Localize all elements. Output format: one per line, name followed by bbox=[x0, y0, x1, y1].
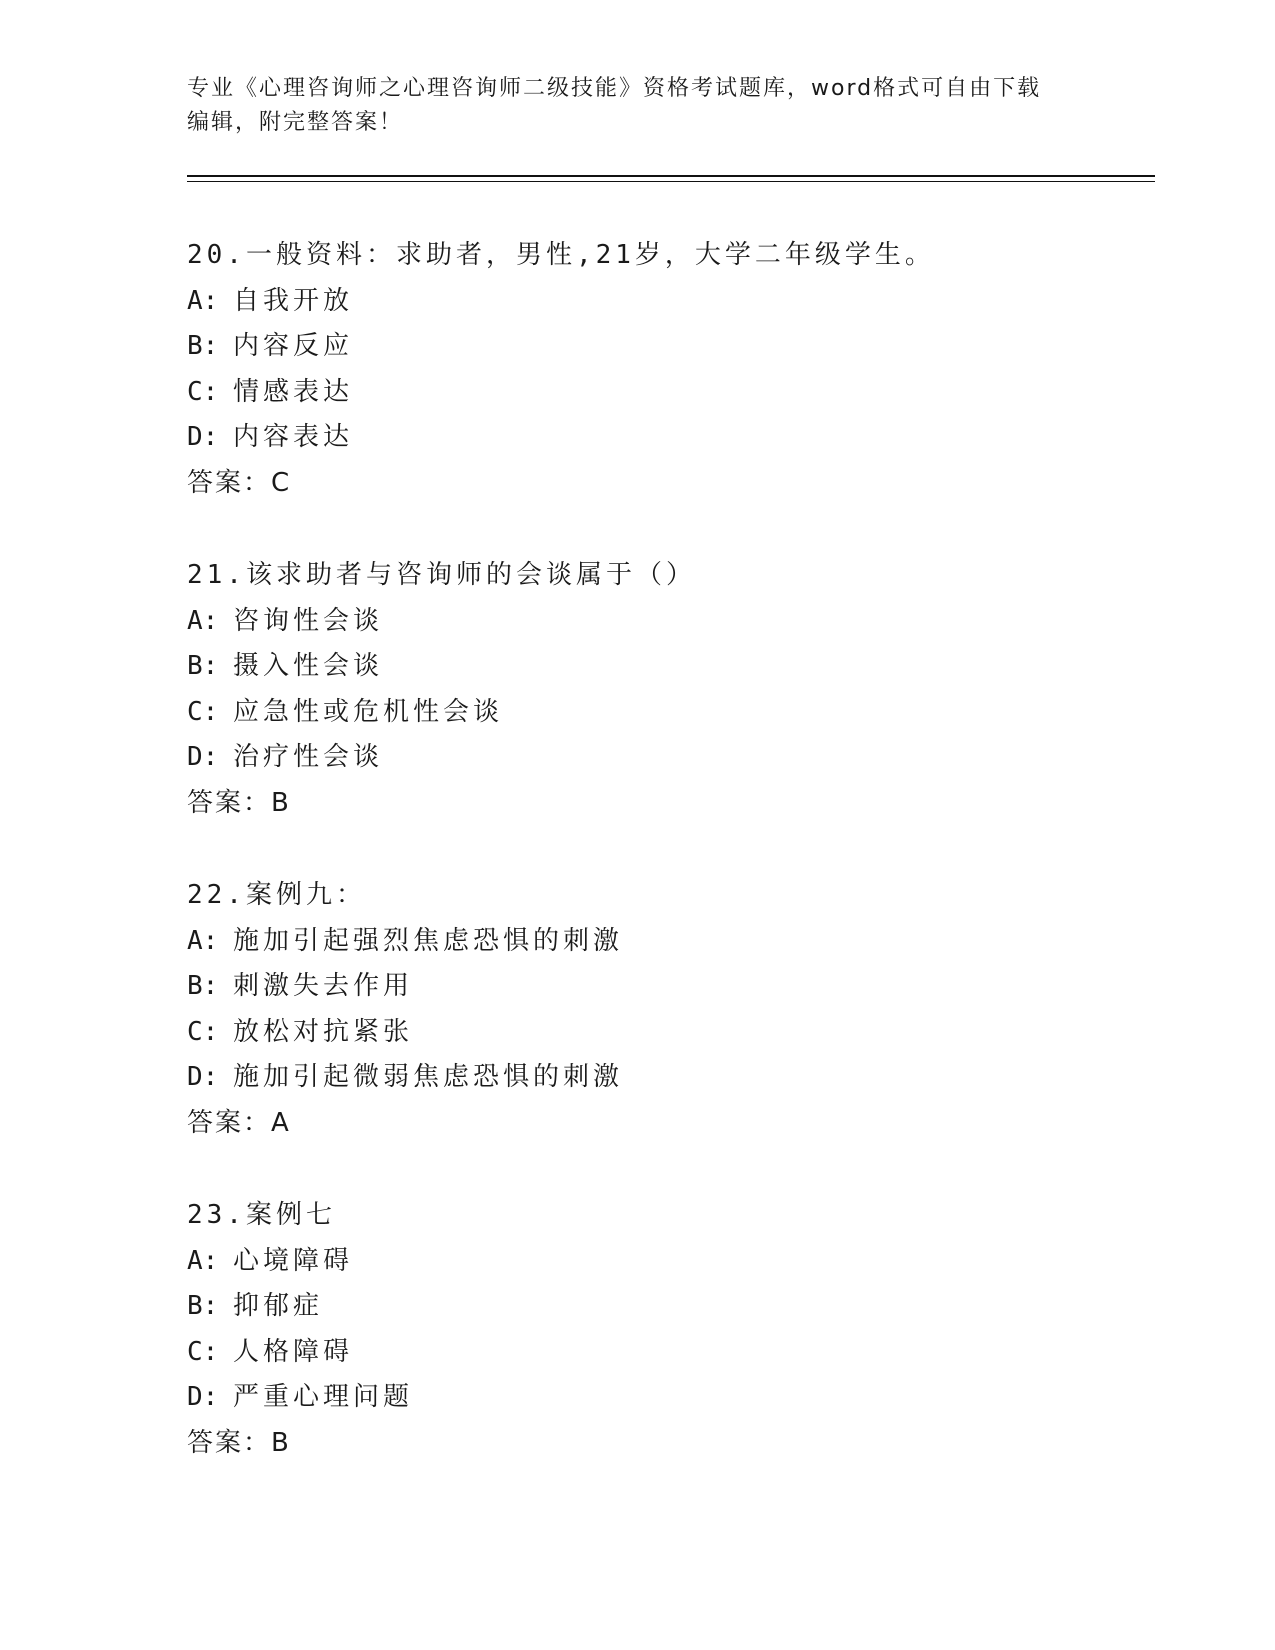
question-stem: 22.案例九： bbox=[187, 880, 366, 910]
option-text: 自我开放 bbox=[233, 285, 354, 316]
question-22 bbox=[187, 873, 1087, 1146]
option-letter: C: bbox=[187, 376, 219, 407]
question-20 bbox=[187, 233, 1087, 506]
option-letter: A: bbox=[187, 605, 219, 636]
question-stem: 23.案例七 bbox=[187, 1200, 336, 1230]
answer-line: 答案：B bbox=[187, 787, 291, 818]
option-letter: A: bbox=[187, 925, 219, 956]
header-divider-thick bbox=[187, 175, 1155, 177]
option-letter: D: bbox=[187, 422, 219, 452]
option-d bbox=[187, 1375, 1087, 1421]
option-a bbox=[187, 279, 1087, 325]
option-text: 放松对抗紧张 bbox=[233, 1016, 414, 1047]
option-letter: B: bbox=[187, 331, 219, 361]
option-text: 摄入性会谈 bbox=[233, 651, 384, 681]
option-b bbox=[187, 1284, 1087, 1330]
option-d bbox=[187, 415, 1087, 461]
option-text: 内容表达 bbox=[233, 422, 354, 452]
option-c bbox=[187, 1330, 1087, 1376]
option-c bbox=[187, 1010, 1087, 1056]
question-23 bbox=[187, 1193, 1087, 1466]
header-line-2: 编辑，附完整答案！ bbox=[187, 110, 404, 135]
question-stem: 21.该求助者与咨询师的会谈属于（） bbox=[187, 560, 696, 590]
option-letter: D: bbox=[187, 1062, 219, 1092]
option-b bbox=[187, 324, 1087, 370]
option-b bbox=[187, 964, 1087, 1010]
option-b bbox=[187, 644, 1087, 690]
option-a bbox=[187, 599, 1087, 645]
answer-line: 答案：C bbox=[187, 467, 292, 498]
option-letter: D: bbox=[187, 1382, 219, 1412]
option-c bbox=[187, 690, 1087, 736]
option-a bbox=[187, 919, 1087, 965]
answer-line: 答案：A bbox=[187, 1107, 291, 1138]
option-c bbox=[187, 370, 1087, 416]
option-d bbox=[187, 1055, 1087, 1101]
option-a bbox=[187, 1239, 1087, 1285]
option-letter: A: bbox=[187, 1245, 219, 1276]
option-text: 施加引起微弱焦虑恐惧的刺激 bbox=[233, 1062, 624, 1092]
option-text: 抑郁症 bbox=[233, 1291, 324, 1321]
header-divider-thin bbox=[187, 181, 1155, 182]
option-letter: C: bbox=[187, 1016, 219, 1047]
document-header bbox=[187, 72, 1087, 140]
question-21 bbox=[187, 553, 1087, 826]
option-letter: B: bbox=[187, 1291, 219, 1321]
option-text: 心境障碍 bbox=[233, 1245, 354, 1276]
question-stem: 20.一般资料：求助者，男性,21岁，大学二年级学生。 bbox=[187, 240, 935, 270]
option-text: 内容反应 bbox=[233, 331, 354, 361]
option-text: 刺激失去作用 bbox=[233, 971, 414, 1001]
option-letter: A: bbox=[187, 285, 219, 316]
option-text: 治疗性会谈 bbox=[233, 742, 384, 772]
option-letter: D: bbox=[187, 742, 219, 772]
header-line-1: 专业《心理咨询师之心理咨询师二级技能》资格考试题库，word格式可自由下载 bbox=[187, 76, 1042, 101]
option-text: 咨询性会谈 bbox=[233, 605, 384, 636]
option-letter: B: bbox=[187, 971, 219, 1001]
option-text: 人格障碍 bbox=[233, 1336, 354, 1367]
answer-line: 答案：B bbox=[187, 1427, 291, 1458]
option-text: 应急性或危机性会谈 bbox=[233, 696, 504, 727]
option-letter: C: bbox=[187, 1336, 219, 1367]
option-text: 施加引起强烈焦虑恐惧的刺激 bbox=[233, 925, 624, 956]
option-text: 严重心理问题 bbox=[233, 1382, 414, 1412]
option-letter: B: bbox=[187, 651, 219, 681]
option-letter: C: bbox=[187, 696, 219, 727]
option-text: 情感表达 bbox=[233, 376, 354, 407]
option-d bbox=[187, 735, 1087, 781]
